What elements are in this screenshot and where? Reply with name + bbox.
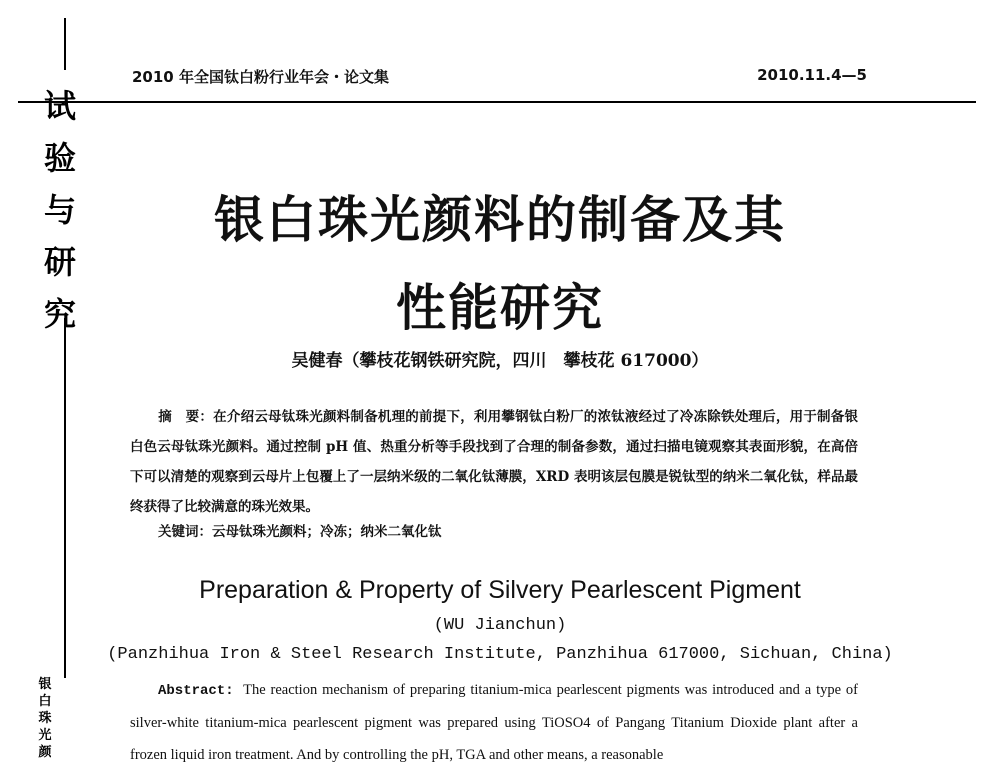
sidebar-char: 研: [43, 243, 76, 281]
english-affiliation: (Panzhihua Iron & Steel Research Institute, Panzhihua 617000, Sichuan, China): [107, 645, 893, 664]
abstract-cn: [130, 402, 858, 522]
sidebar-small-char: 白: [38, 694, 52, 709]
sidebar-small-char: 颜: [38, 745, 52, 760]
keywords-cn-label: 关键词：: [158, 524, 212, 540]
sidebar-small-char: 光: [38, 728, 52, 743]
paper-title-line-2: 性能研究: [396, 279, 604, 337]
sidebar-rule-top: [64, 18, 66, 70]
proceedings-title: 2010 年全国钛白粉行业年会・论文集: [132, 68, 389, 86]
abstract-cn-text: 在介绍云母钛珠光颜料制备机理的前提下，利用攀钢钛白粉厂的浓钛液经过了冷冻除铁处理后，用于制备银白色云母钛珠光颜料。通过控制 pH 值、热重分析等手段找到了合理的制备参数，通过扫描电镜观察其表面形貌，在高倍下可以清楚的观察到云母片上包覆上了一层纳米级的二氧化钛薄膜，XRD 表明该层包膜是锐钛型的纳米二氧化钛，样品最终获得了比较满意的珠光效果。: [130, 409, 859, 515]
english-abstract: [130, 674, 858, 771]
sidebar-section-label: [30, 80, 90, 340]
sidebar-char: 与: [43, 191, 76, 229]
sidebar-small-char: 银: [38, 677, 52, 692]
sidebar-char: 试: [43, 87, 76, 125]
author-affiliation: 吴健春（攀枝花钢铁研究院，四川 攀枝花 617000）: [291, 351, 709, 371]
sidebar-char: 验: [43, 139, 76, 177]
conference-date: 2010.11.4—5: [757, 66, 867, 84]
sidebar-running-title: [34, 676, 56, 761]
header-rule: [18, 101, 976, 103]
keywords-cn: [158, 520, 442, 540]
english-abstract-text: The reaction mechanism of preparing titanium-mica pearlescent pigments was introduced and a type of silver-white titanium-mica pearlescent pigment was prepared using TiOSO4 of Pangang Titanium Dioxide plant after a frozen liquid iron treatment. And by controlling the pH, TGA and other means, a reasonable: [130, 682, 858, 763]
english-title: Preparation & Property of Silvery Pearlescent Pigment: [199, 576, 801, 604]
paper-title-line-1: 银白珠光颜料的制备及其: [214, 191, 786, 249]
english-author: (WU Jianchun): [433, 616, 567, 635]
english-abstract-label: Abstract:: [158, 683, 234, 699]
sidebar-char: 究: [43, 295, 76, 333]
sidebar-small-char: 珠: [38, 711, 52, 726]
abstract-cn-label: 摘 要：: [158, 409, 214, 425]
keywords-cn-text: 云母钛珠光颜料；冷冻；纳米二氧化钛: [212, 524, 442, 540]
sidebar-rule-bottom: [64, 318, 66, 678]
